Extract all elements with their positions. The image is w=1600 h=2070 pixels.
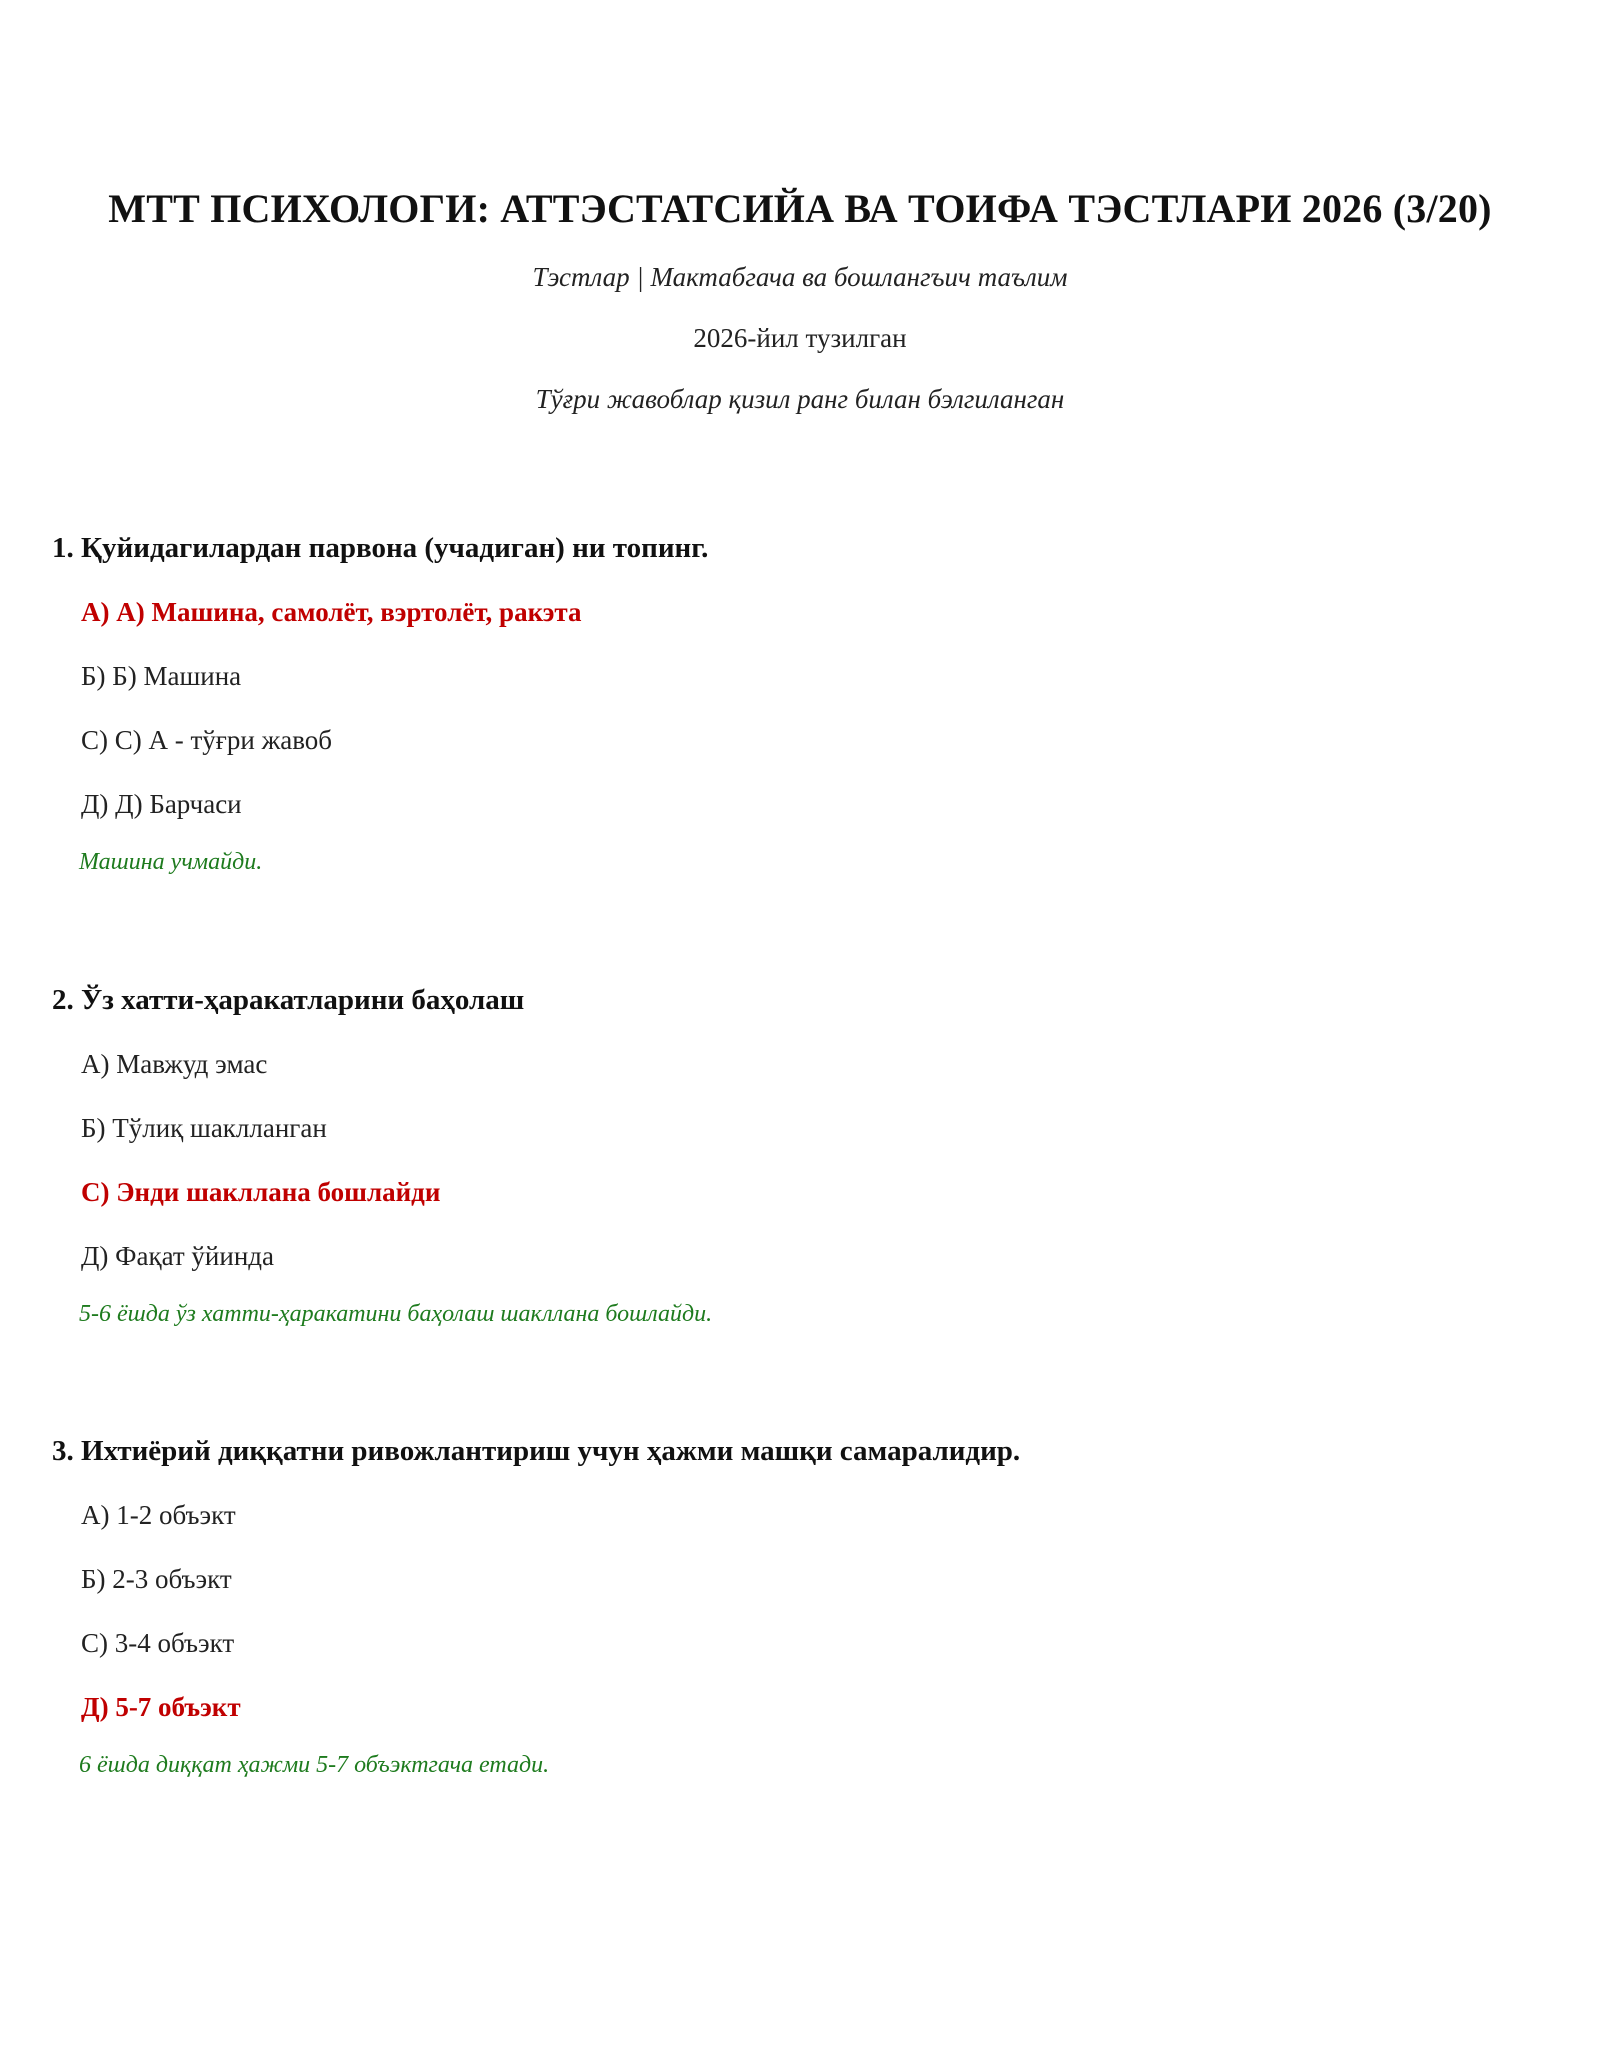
question-text: 2. Ўз хатти-ҳаракатларини баҳолаш xyxy=(52,984,525,1016)
answer-option: С) С) А - тўғри жавоб xyxy=(81,725,333,755)
answer-option: Д) Д) Барчаси xyxy=(81,789,242,819)
answer-option: Д) Фақат ўйинда xyxy=(81,1241,274,1271)
answer-option: А) 1-2 объэкт xyxy=(81,1500,236,1530)
question-text: 3. Ихтиёрий диққатни ривожлантириш учун ҳажми машқи самаралидир. xyxy=(52,1435,1021,1467)
answer-option: Б) Тўлиқ шаклланган xyxy=(81,1113,327,1143)
page-subtitle: Тэстлар | Мактабгача ва бошлангъич таълим xyxy=(532,262,1068,292)
compiled-year: 2026-йил тузилган xyxy=(693,323,907,353)
answer-option: Д) 5-7 объэкт xyxy=(81,1692,241,1722)
answer-explanation: 6 ёшда диққат ҳажми 5-7 объэктгача етади. xyxy=(79,1752,550,1778)
page-title: МТТ ПСИХОЛОГИ: АТТЭСТАТСИЙА ВА ТОИФА ТЭСТЛАРИ 2026 (3/20) xyxy=(108,186,1492,231)
answer-option: Б) 2-3 объэкт xyxy=(81,1564,232,1594)
answer-option: Б) Б) Машина xyxy=(81,661,242,691)
question-block xyxy=(52,982,1552,1330)
answer-option: А) А) Машина, самолёт, вэртолёт, ракэта xyxy=(81,597,582,627)
legend-note: Тўғри жавоблар қизил ранг билан бэлгиланган xyxy=(535,384,1065,414)
answer-explanation: Машина учмайди. xyxy=(79,849,263,875)
answer-option: С) 3-4 объэкт xyxy=(81,1628,235,1658)
document-header xyxy=(0,185,1600,415)
answer-option: А) Мавжуд эмас xyxy=(81,1049,268,1079)
question-block xyxy=(52,1433,1552,1781)
question-block xyxy=(52,530,1552,878)
question-text: 1. Қуйидагилардан парвона (учадиган) ни топинг. xyxy=(52,532,709,564)
answer-option: С) Энди шакллана бошлайди xyxy=(81,1177,441,1207)
answer-explanation: 5-6 ёшда ўз хатти-ҳаракатини баҳолаш шакллана бошлайди. xyxy=(79,1301,713,1327)
